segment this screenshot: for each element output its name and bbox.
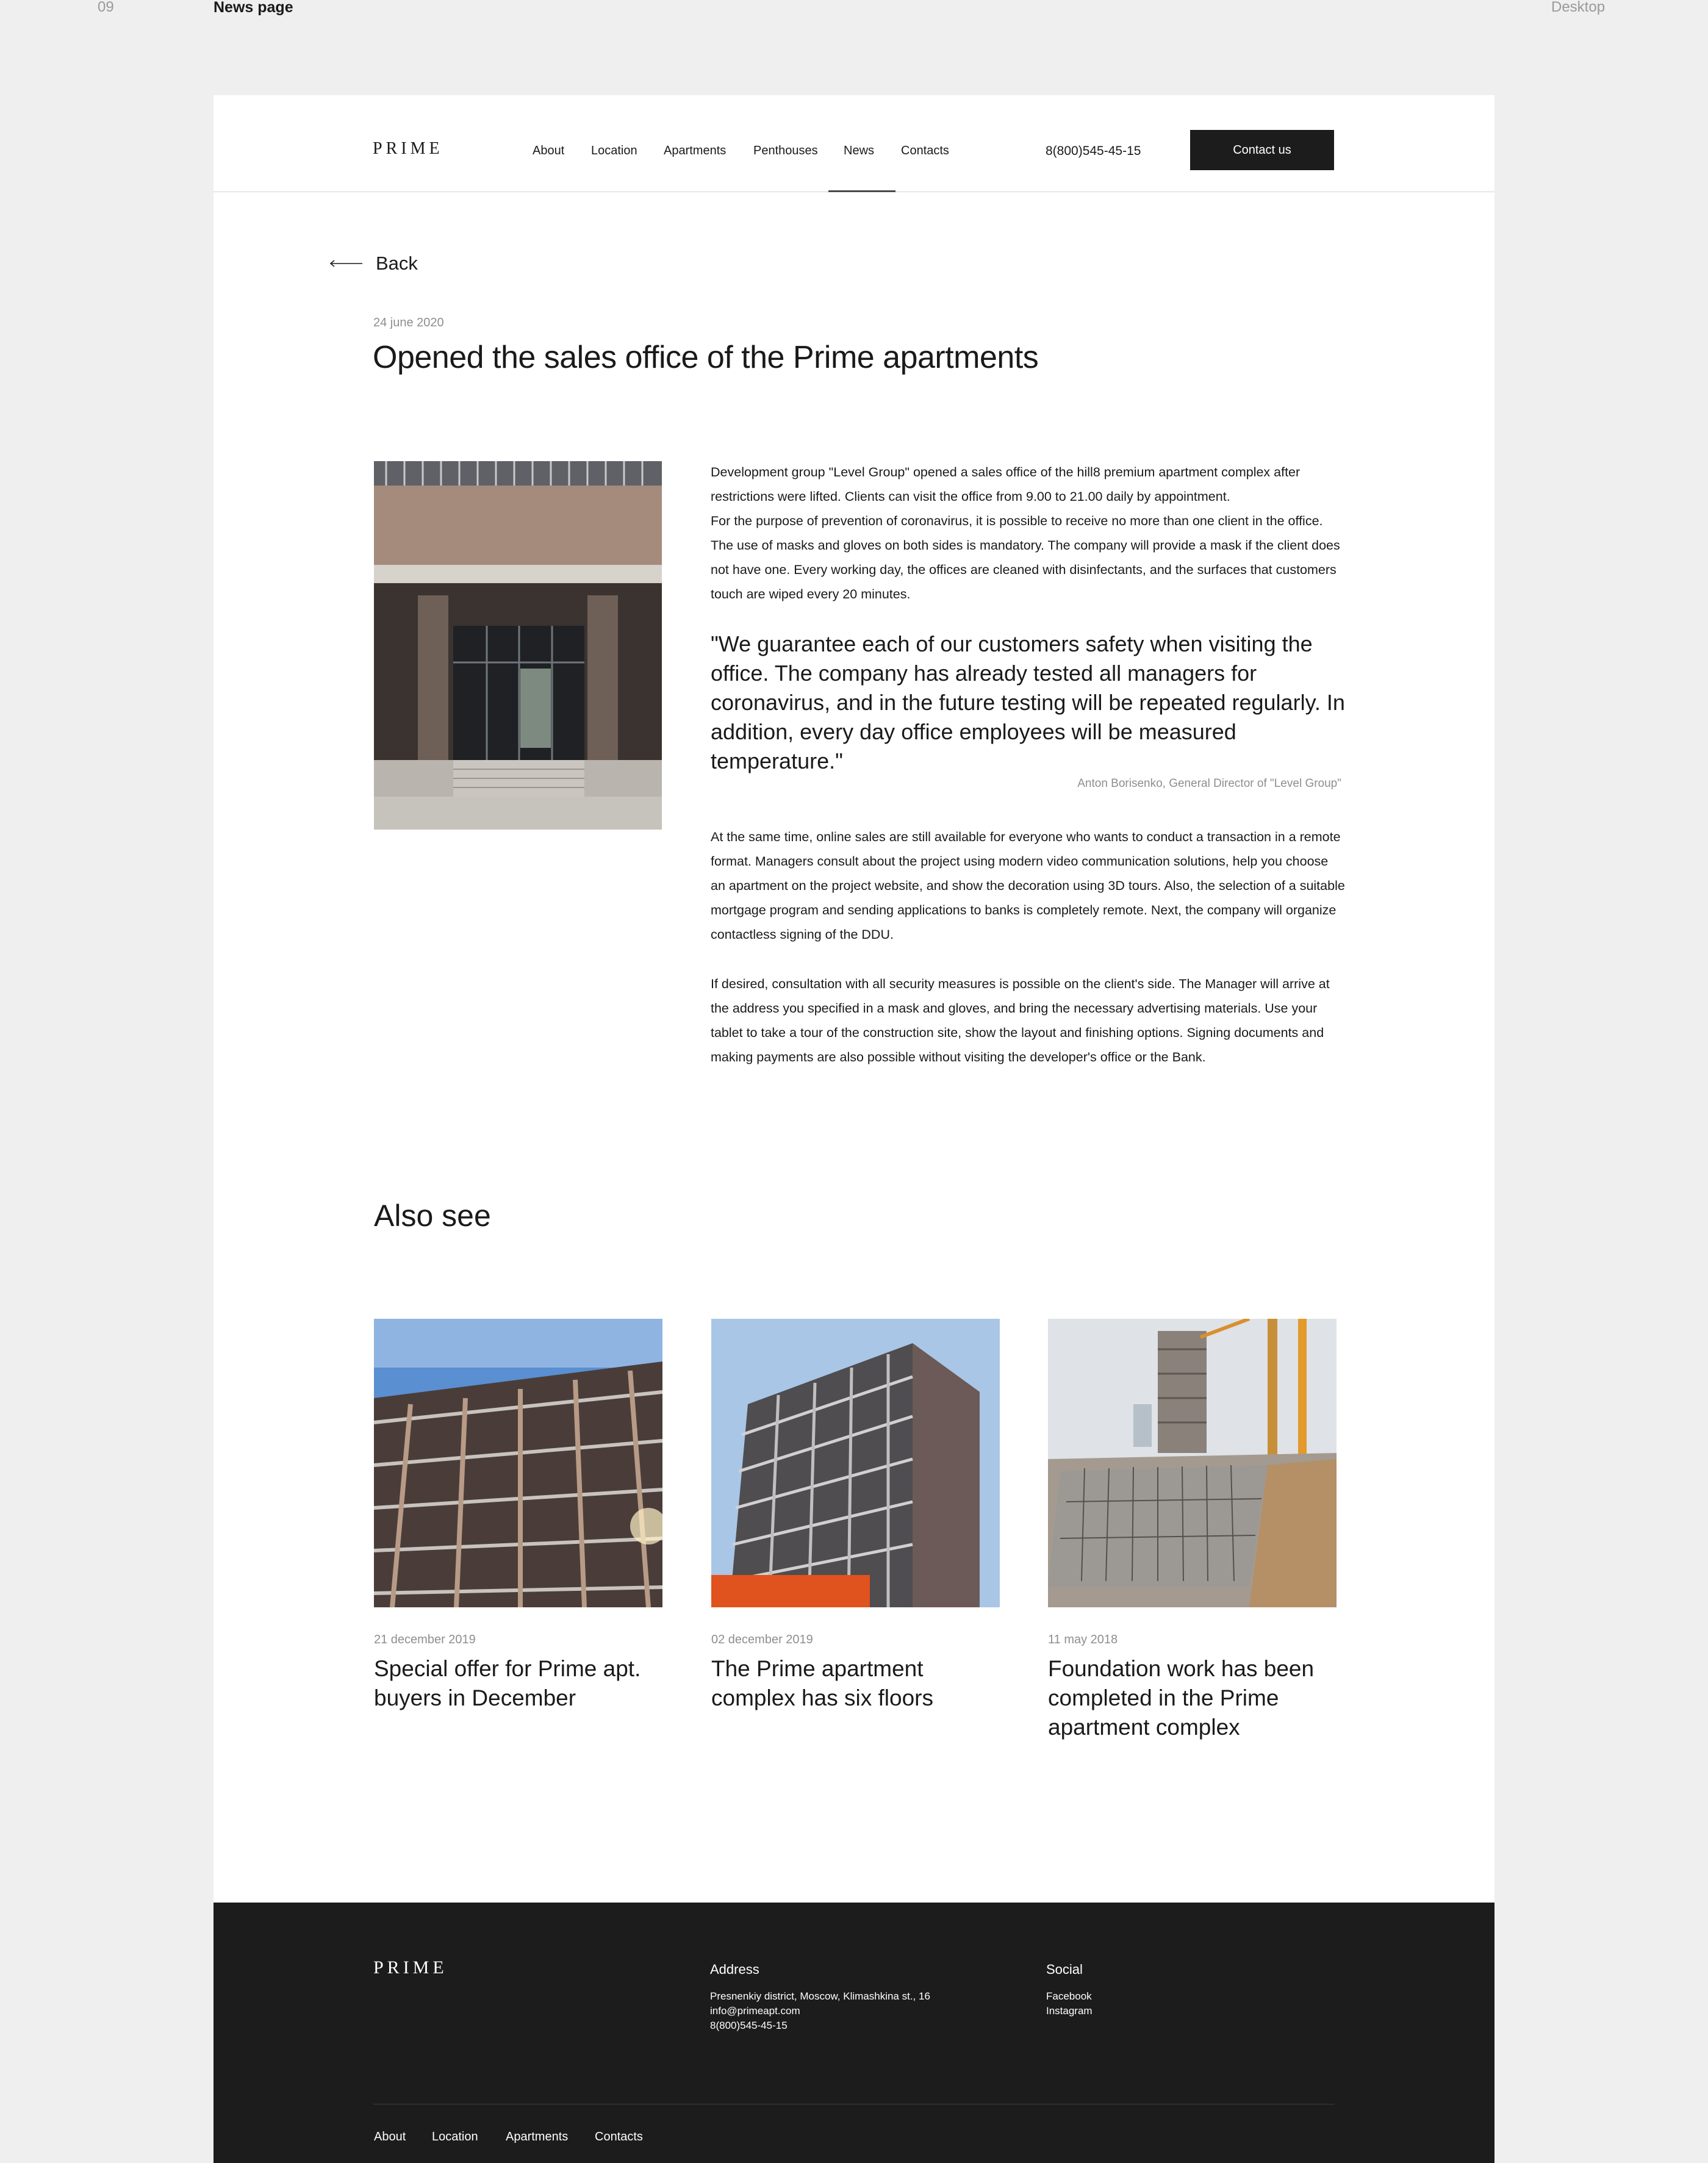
article-image — [374, 461, 662, 830]
card-title: The Prime apartment complex has six floors — [711, 1656, 933, 1710]
paragraph-2-text: For the purpose of prevention of coronavirus, it is possible to receive no more than one client in the office. The use of masks and gloves on both sides is mandatory. The company will provide a mask if the client does not have one. Every working day, the offices are cleaned with disinfectants, and the surfaces that customers touch are wiped every 20 minutes. — [711, 514, 1340, 601]
footer-link-facebook[interactable]: Facebook — [1046, 1990, 1092, 2002]
footer-nav-contacts[interactable]: Contacts — [595, 2130, 643, 2143]
article-date: 24 june 2020 — [373, 316, 444, 329]
logo[interactable]: PRIME — [373, 139, 443, 158]
nav-item-contacts[interactable]: Contacts — [901, 144, 949, 157]
card-date: 11 may 2018 — [1048, 1633, 1118, 1646]
footer-nav-about[interactable]: About — [374, 2130, 406, 2143]
article-quote: "We guarantee each of our customers safety when visiting the office. The company has already tested all managers for coronavirus, and in the future testing will be repeated regularly. In addition, every day office employees will be measured temperature." — [711, 631, 1345, 773]
frame-device-label: Desktop — [1551, 0, 1606, 15]
contact-us-button[interactable]: Contact us — [1190, 130, 1334, 170]
footer-link-instagram[interactable]: Instagram — [1046, 2005, 1093, 2017]
card-image — [711, 1319, 1000, 1607]
footer-nav-apartments[interactable]: Apartments — [506, 2130, 569, 2143]
quote-author: Anton Borisenko, General Director of "Level Group" — [1077, 777, 1341, 790]
footer-address-line: Presnenkiy district, Moscow, Klimashkina st., 16 — [710, 1990, 930, 2002]
footer-email[interactable]: info@primeapt.com — [710, 2005, 800, 2017]
site-footer — [214, 1903, 1494, 2163]
also-see-title: Also see — [374, 1199, 491, 1233]
news-page — [214, 95, 1494, 2163]
nav-item-apartments[interactable]: Apartments — [664, 144, 727, 157]
footer-logo[interactable]: PRIME — [373, 1957, 448, 1978]
card-image — [374, 1319, 662, 1607]
nav-item-penthouses[interactable]: Penthouses — [753, 144, 818, 157]
paragraph-1-text: Development group "Level Group" opened a sales office of the hill8 premium apartment complex after restrictions were lifted. Clients can visit the office from 9.00 to 21.00 daily by appointment. — [711, 465, 1301, 504]
site-header — [214, 95, 1494, 192]
news-card[interactable] — [1048, 1319, 1337, 1742]
nav-item-about[interactable]: About — [533, 144, 565, 157]
card-date: 21 december 2019 — [374, 1633, 476, 1646]
article-paragraph-4: If desired, consultation with all security measures is possible on the client's side. The Manager will arrive at the address you specified in a mask and gloves, and bring the necessary advertising materials. Use your tablet to take a tour of the construction site, show the layout and finishing options. Signing documents and making payments are also possible without visiting the developer's office or the Bank. — [711, 977, 1330, 1064]
frame-number: 09 — [98, 0, 114, 15]
back-label: Back — [376, 253, 418, 274]
arrow-left-icon — [329, 259, 362, 268]
card-title: Foundation work has been completed in the Prime apartment complex — [1048, 1656, 1315, 1740]
card-title: Special offer for Prime apt. buyers in December — [374, 1656, 641, 1710]
article-title: Opened the sales office of the Prime apartments — [373, 340, 1039, 375]
back-link[interactable] — [329, 253, 418, 274]
footer-address — [710, 1989, 930, 2033]
news-card[interactable] — [711, 1319, 1000, 1713]
footer-social — [1046, 1989, 1093, 2018]
footer-social-title: Social — [1046, 1962, 1083, 1977]
footer-address-title: Address — [710, 1962, 759, 1977]
card-image — [1048, 1319, 1337, 1607]
article-paragraph-1 — [711, 460, 1345, 606]
nav-active-indicator — [828, 190, 895, 192]
frame-title: News page — [214, 0, 293, 16]
article-paragraph-3: At the same time, online sales are still available for everyone who wants to conduct a transaction in a remote format. Managers consult about the project using modern video communication solutions, help you choose an apartment on the project website, and show the decoration using 3D tours. Also, the selection of a suitable mortgage program and sending applications to banks is completely remote. Next, the company will organize contactless signing of the DDU. — [711, 830, 1345, 942]
footer-phone[interactable]: 8(800)545-45-15 — [710, 2020, 788, 2031]
footer-nav-location[interactable]: Location — [432, 2130, 478, 2143]
news-card[interactable] — [374, 1319, 662, 1713]
nav-item-news[interactable]: News — [844, 144, 875, 157]
header-phone[interactable]: 8(800)545-45-15 — [1046, 144, 1141, 158]
card-date: 02 december 2019 — [711, 1633, 813, 1646]
nav-item-location[interactable]: Location — [591, 144, 637, 157]
